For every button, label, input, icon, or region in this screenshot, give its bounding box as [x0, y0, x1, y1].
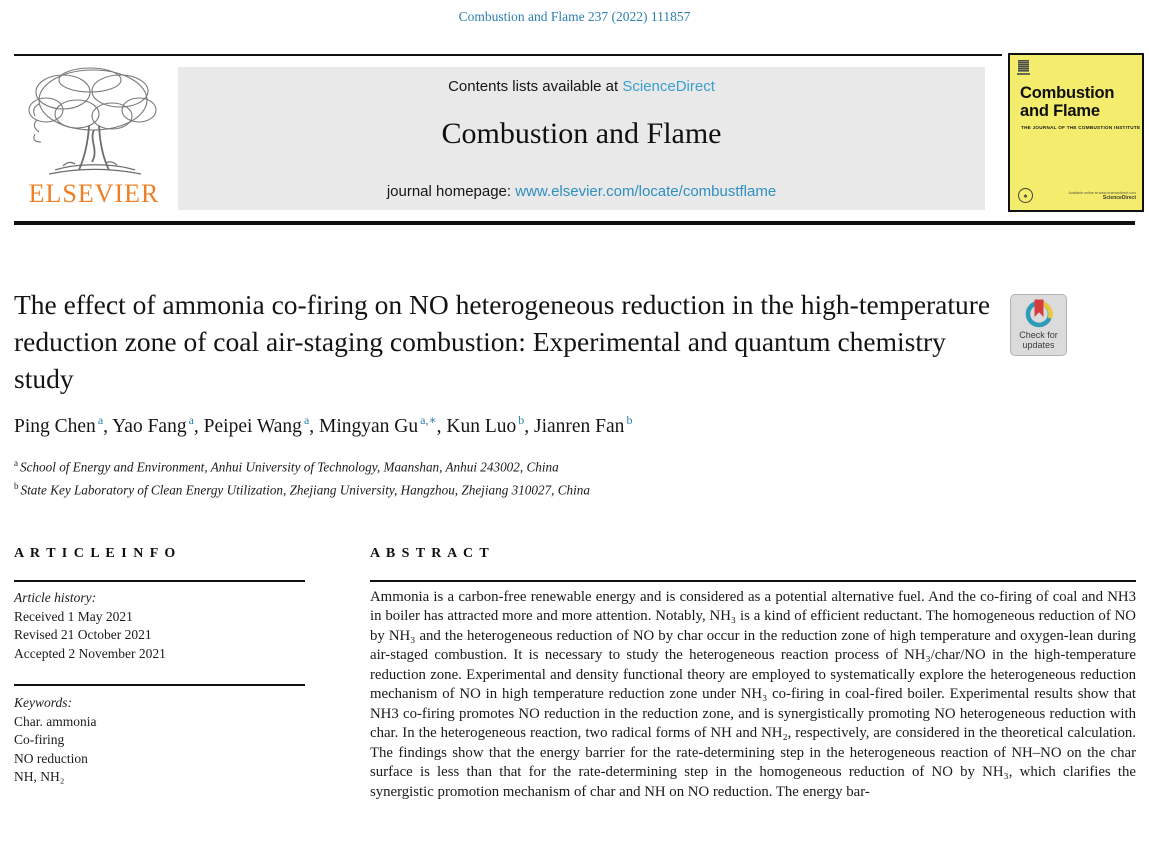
abstract-rule-top	[370, 580, 1136, 582]
elsevier-logo	[16, 64, 172, 212]
keyword: NO reduction	[14, 750, 88, 766]
affiliation-a: $^a$ School of Energy and Environment, Anhui University of Technology, Maanshan, Anhui 243002, China	[14, 458, 559, 475]
journal-homepage-line	[178, 183, 985, 200]
cover-title-line2: and Flame	[1020, 101, 1100, 120]
author-affil-sup: a	[188, 413, 194, 427]
cover-title-line1: Combustion	[1020, 84, 1115, 102]
badge-text-line1: Check for	[1019, 330, 1058, 340]
history-received: Received 1 May 2021	[14, 608, 133, 624]
author: Yao Fang $^a$,	[112, 413, 204, 437]
cover-subtitle: THE JOURNAL OF THE COMBUSTION INSTITUTE	[1021, 125, 1141, 130]
cover-footer-line2: ScienceDirect	[1102, 195, 1136, 201]
crossmark-icon	[1011, 297, 1066, 331]
check-for-updates-badge[interactable]	[1010, 294, 1067, 356]
abstract-heading: A B S T R A C T	[370, 546, 491, 561]
history-revised: Revised 21 October 2021	[14, 627, 152, 643]
cover-footer	[1069, 191, 1136, 201]
contents-lists-line	[178, 78, 985, 95]
article-info-rule-mid	[14, 684, 305, 686]
author-corresponding: Mingyan Gu $^{a,∗}$,	[319, 413, 447, 437]
author: Jianren Fan $^b$	[534, 413, 633, 437]
history-accepted: Accepted 2 November 2021	[14, 645, 166, 661]
running-head-citation: Combustion and Flame 237 (2022) 111857	[458, 9, 691, 24]
abstract-text: Ammonia is a carbon-free renewable energy and is considered as a potential alternative fuel. And the co-firing of coal and NH3 in boiler has attracted more and more attention. Notably, NH₃ is a kind of efficient reductant. The homogeneous reduction of NO by NH₃ and the heterogeneous reduction of NO by char occur in the reduction zone of high temperature and oxygen-lean during air-staged combustion. It is necessary to study the heterogeneous reaction process of NH₃/char/NO in the high-temperature reduction zone. Experimental and density functional theory are employed to systematically explore the heterogeneous reduction mechanism of NO in high temperature reduction zone under NH₃ co-firing in coal-fired boiler. Experimental results show that NH3 co-firing promotes NO reduction in the reduction zone, and is synergistically promoting NO heterogeneous reduction with char. In the heterogeneous reaction, two radical forms of NH and NH₂, respectively, are considered in the theoretical calculation. The findings show that the energy barrier for the rate-determining step in the heterogeneous reaction of NH–NO on the char surface is less than that for the rate-determining step in the homogeneous reduction of NO by NH₃, which clarifies the synergistic promotion mechanism of char and NH on NO reduction. The energy bar-	[370, 589, 1136, 800]
header-bottom-rule	[14, 221, 1135, 225]
article-title: The effect of ammonia co-firing on NO heterogeneous reduction in the high-temperature reduction zone of coal air-staging combustion: Experimental and quantum chemistry study	[14, 289, 991, 394]
homepage-label: journal homepage:	[386, 183, 516, 200]
author-affil-sup: b	[518, 413, 525, 427]
keyword: NH, NH₂	[14, 769, 65, 785]
article-info-heading: A R T I C L E I N F O	[14, 546, 177, 561]
journal-cover-thumbnail[interactable]	[1008, 53, 1144, 212]
author-list	[14, 413, 1004, 438]
keywords-block	[14, 694, 96, 787]
author-affil-sup: a	[97, 413, 104, 427]
abstract-section	[370, 546, 1136, 800]
header-top-rule	[14, 54, 1002, 56]
affiliations	[14, 454, 914, 500]
author: Ping Chen $^a$,	[14, 413, 113, 437]
elsevier-tree-icon	[16, 64, 172, 178]
author-affil-sup: b	[626, 413, 633, 427]
cover-elsevier-seal-icon: ♠	[1018, 188, 1033, 203]
badge-text-line2: updates	[1022, 340, 1055, 350]
keyword: Char. ammonia	[14, 713, 97, 729]
contents-lists-text: Contents lists available at	[448, 78, 623, 95]
keywords-label: Keywords:	[14, 695, 72, 710]
article-info-rule-top	[14, 580, 305, 582]
author: Peipei Wang $^a$,	[203, 413, 320, 437]
author-affil-sup: a	[303, 413, 310, 427]
article-history-label: Article history:	[14, 590, 97, 605]
keyword: Co-firing	[14, 732, 65, 748]
affiliation-b: $^b$ State Key Laboratory of Clean Energy Utilization, Zhejiang University, Hangzhou, Zhejiang 310027, China	[14, 480, 590, 498]
author-affil-sup: a,∗	[420, 413, 437, 427]
journal-title: Combustion and Flame	[441, 117, 722, 150]
cover-title	[1020, 85, 1114, 120]
cover-publisher-emblem-icon	[1018, 60, 1029, 72]
homepage-link[interactable]: www.elsevier.com/locate/combustflame	[515, 183, 777, 200]
article-history	[14, 589, 166, 663]
cover-footer-line1: Available online at www.sciencedirect.com	[1068, 191, 1136, 195]
journal-header-box	[178, 67, 985, 210]
author: Kun Luo $^b$,	[446, 413, 534, 437]
elsevier-wordmark: ELSEVIER	[28, 179, 160, 208]
article-info-section	[14, 546, 305, 785]
sciencedirect-link[interactable]: ScienceDirect	[622, 78, 715, 95]
